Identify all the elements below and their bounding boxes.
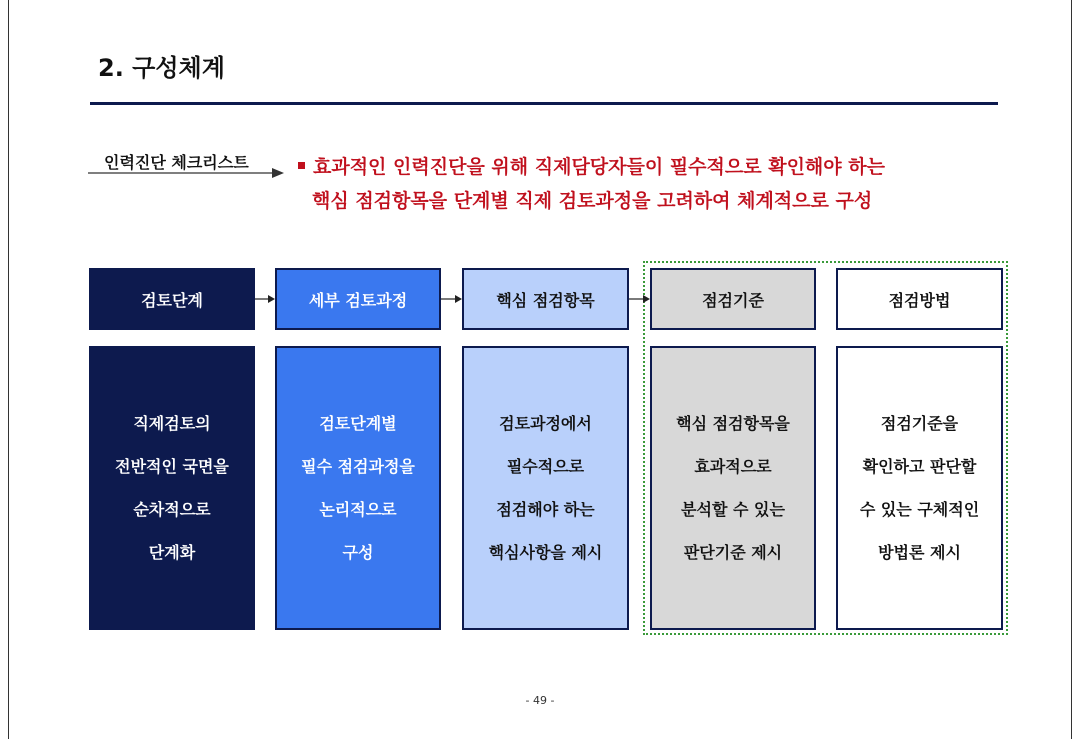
page-border-left: [8, 0, 9, 739]
body-line: 구성: [342, 543, 374, 562]
body-line: 효과적으로: [694, 457, 772, 476]
section-label-arrow-icon: [88, 166, 284, 180]
body-line: 검토단계별: [319, 414, 397, 433]
body-detail-review-process: [275, 346, 441, 630]
body-line: 논리적으로: [319, 500, 397, 519]
header-check-criteria: 점검기준: [650, 268, 816, 330]
title-underline: [90, 102, 998, 105]
body-review-stage: [89, 346, 255, 630]
body-line: 점검기준을: [880, 414, 959, 433]
body-check-criteria: [650, 346, 816, 630]
body-line: 판단기준 제시: [683, 543, 783, 562]
description-line-1-text: 효과적인 인력진단을 위해 직제담당자들이 필수적으로 확인해야 하는: [313, 156, 885, 178]
description: [298, 150, 885, 218]
description-line-1: [298, 150, 885, 184]
page-title: 2. 구성체계: [98, 54, 225, 82]
header-check-method: 점검방법: [836, 268, 1003, 330]
body-line: 직제검토의: [133, 414, 211, 433]
body-line: 확인하고 판단할: [862, 457, 977, 476]
section-label: 인력진단 체크리스트: [104, 153, 249, 172]
description-line-2: 핵심 점검항목을 단계별 직제 검토과정을 고려하여 체계적으로 구성: [312, 190, 873, 212]
square-bullet-icon: [298, 162, 305, 169]
body-line: 분석할 수 있는: [681, 500, 785, 519]
body-line: 전반적인 국면을: [115, 457, 229, 476]
body-line: 점검해야 하는: [496, 500, 595, 519]
page-number: - 49 -: [525, 694, 555, 707]
flow-arrow-icon: [629, 292, 650, 306]
body-line: 순차적으로: [133, 500, 211, 519]
body-line: 핵심 점검항목을: [676, 414, 790, 433]
body-line: 필수적으로: [506, 457, 585, 476]
body-line: 핵심사항을 제시: [488, 543, 603, 562]
body-line: 수 있는 구체적인: [859, 500, 980, 519]
header-detail-review-process: 세부 검토과정: [275, 268, 441, 330]
body-line: 검토과정에서: [499, 414, 592, 433]
body-line: 단계화: [148, 543, 196, 562]
body-core-check-items: [462, 346, 629, 630]
body-check-method: [836, 346, 1003, 630]
body-line: 필수 점검과정을: [301, 457, 415, 476]
page-border-right: [1071, 0, 1072, 739]
header-review-stage: 검토단계: [89, 268, 255, 330]
header-core-check-items: 핵심 점검항목: [462, 268, 629, 330]
flow-arrow-icon: [441, 292, 462, 306]
flow-arrow-icon: [255, 292, 275, 306]
body-line: 방법론 제시: [878, 543, 961, 562]
